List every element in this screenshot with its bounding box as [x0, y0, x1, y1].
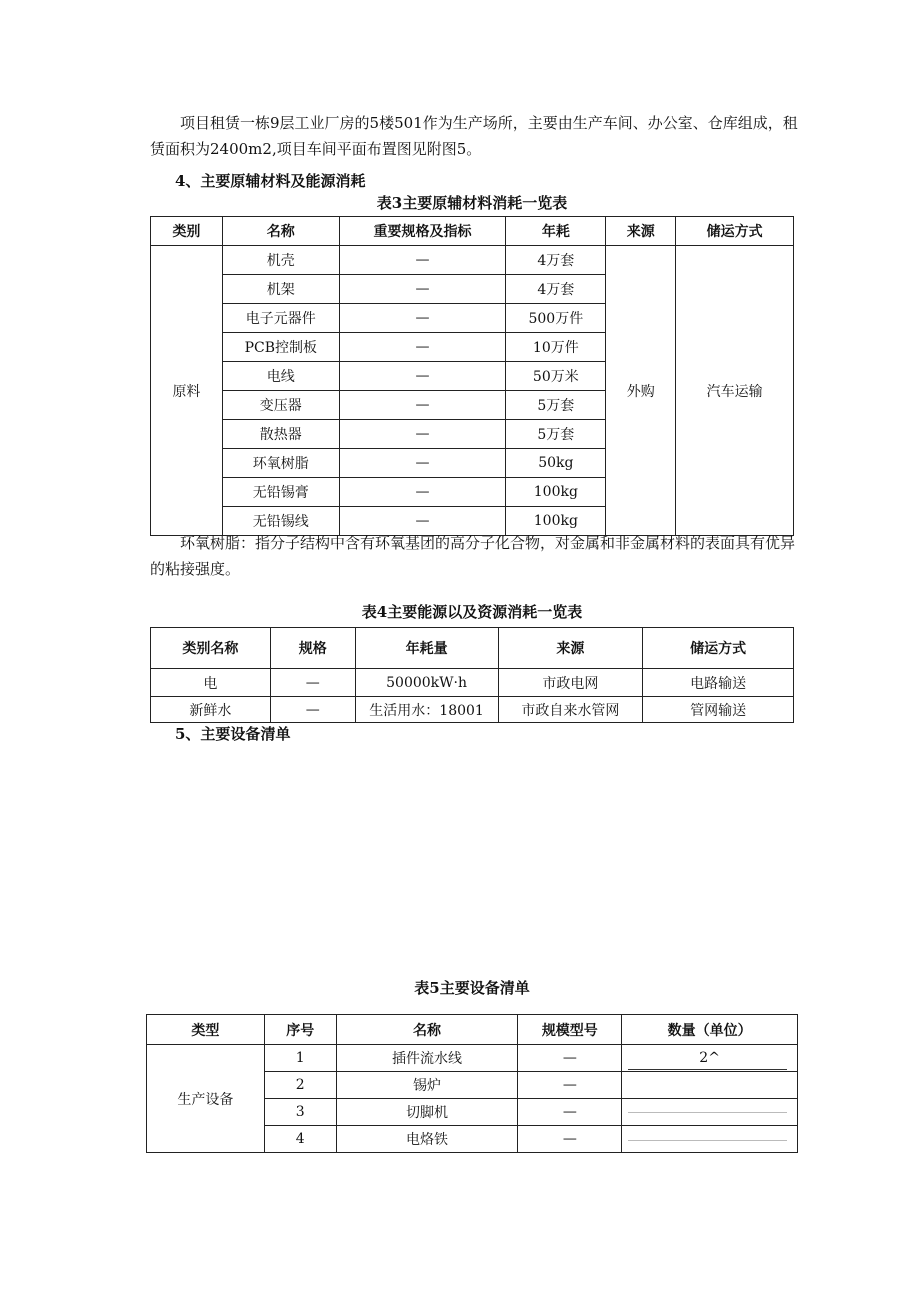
equipment-no: 4 — [264, 1126, 336, 1153]
table-3-caption: 表3主要原辅材料消耗一览表 — [376, 194, 568, 212]
equipment-spec: — — [518, 1045, 622, 1072]
material-annual: 10万件 — [506, 333, 606, 362]
header-spec: 规格 — [270, 628, 355, 669]
equipment-name: 锡炉 — [336, 1072, 518, 1099]
equipment-qty-value: 2^ — [699, 1050, 720, 1066]
table-header-row — [147, 1015, 798, 1045]
energy-annual: 50000kW·h — [355, 669, 498, 697]
equipment-table — [146, 1014, 798, 1153]
energy-transport: 电路输送 — [643, 669, 794, 697]
energy-spec: — — [270, 669, 355, 697]
equipment-qty — [622, 1072, 798, 1099]
header-transport: 储运方式 — [676, 217, 794, 246]
material-name: 环氧树脂 — [222, 449, 339, 478]
equipment-name: 插件流水线 — [336, 1045, 518, 1072]
equipment-spec: — — [518, 1126, 622, 1153]
energy-transport: 管网输送 — [643, 697, 794, 723]
table-row — [147, 1045, 798, 1072]
equipment-qty — [622, 1099, 798, 1126]
material-annual: 100kg — [506, 478, 606, 507]
header-no: 序号 — [264, 1015, 336, 1045]
material-spec: — — [339, 449, 506, 478]
header-annual: 年耗 — [506, 217, 606, 246]
material-spec: — — [339, 507, 506, 536]
equipment-name: 电烙铁 — [336, 1126, 518, 1153]
material-name: 无铅锡膏 — [222, 478, 339, 507]
equipment-category: 生产设备 — [147, 1045, 265, 1153]
equipment-no: 2 — [264, 1072, 336, 1099]
material-spec: — — [339, 304, 506, 333]
header-transport: 储运方式 — [643, 628, 794, 669]
table-4-caption: 表4主要能源以及资源消耗一览表 — [361, 603, 583, 621]
table-row — [151, 669, 794, 697]
header-source: 来源 — [498, 628, 643, 669]
material-name: 无铅锡线 — [222, 507, 339, 536]
transport-cell: 汽车运输 — [676, 246, 794, 536]
source-cell: 外购 — [606, 246, 676, 536]
table-row — [151, 697, 794, 723]
material-annual: 5万套 — [506, 420, 606, 449]
material-name: PCB控制板 — [222, 333, 339, 362]
header-category: 类别 — [151, 217, 223, 246]
material-name: 电线 — [222, 362, 339, 391]
raw-materials-table — [150, 216, 794, 536]
material-name: 散热器 — [222, 420, 339, 449]
material-spec: — — [339, 478, 506, 507]
material-spec: — — [339, 246, 506, 275]
energy-table — [150, 627, 794, 723]
material-name: 电子元器件 — [222, 304, 339, 333]
energy-spec: — — [270, 697, 355, 723]
equipment-qty — [622, 1126, 798, 1153]
header-category-name: 类别名称 — [151, 628, 271, 669]
header-source: 来源 — [606, 217, 676, 246]
section-4-heading: 4、主要原辅材料及能源消耗 — [175, 172, 366, 190]
qty-underline — [628, 1140, 787, 1141]
material-spec: — — [339, 362, 506, 391]
energy-name: 电 — [151, 669, 271, 697]
material-annual: 50万米 — [506, 362, 606, 391]
equipment-qty — [622, 1045, 798, 1072]
material-annual: 100kg — [506, 507, 606, 536]
equipment-spec: — — [518, 1072, 622, 1099]
header-name: 名称 — [336, 1015, 518, 1045]
header-annual: 年耗量 — [355, 628, 498, 669]
material-spec: — — [339, 275, 506, 304]
material-spec: — — [339, 420, 506, 449]
qty-underline — [628, 1112, 787, 1113]
material-annual: 500万件 — [506, 304, 606, 333]
material-spec: — — [339, 391, 506, 420]
energy-name: 新鲜水 — [151, 697, 271, 723]
table-header-row — [151, 217, 794, 246]
material-annual: 5万套 — [506, 391, 606, 420]
header-quantity: 数量（单位） — [622, 1015, 798, 1045]
qty-underline — [628, 1069, 787, 1070]
material-name: 机架 — [222, 275, 339, 304]
energy-source: 市政电网 — [498, 669, 643, 697]
material-annual: 4万套 — [506, 275, 606, 304]
epoxy-note: 环氧树脂：指分子结构中含有环氧基团的高分子化合物，对金属和非金属材料的表面具有优异的粘接强度。 — [150, 534, 796, 578]
equipment-name: 切脚机 — [336, 1099, 518, 1126]
header-name: 名称 — [222, 217, 339, 246]
header-model: 规模型号 — [518, 1015, 622, 1045]
table-header-row — [151, 628, 794, 669]
header-spec: 重要规格及指标 — [339, 217, 506, 246]
material-name: 变压器 — [222, 391, 339, 420]
material-annual: 50kg — [506, 449, 606, 478]
material-spec: — — [339, 333, 506, 362]
equipment-no: 1 — [264, 1045, 336, 1072]
category-cell: 原料 — [151, 246, 223, 536]
material-annual: 4万套 — [506, 246, 606, 275]
equipment-no: 3 — [264, 1099, 336, 1126]
energy-annual: 生活用水：18001 — [355, 697, 498, 723]
table-row — [151, 246, 794, 275]
section-5-heading: 5、主要设备清单 — [175, 725, 291, 743]
equipment-spec: — — [518, 1099, 622, 1126]
material-name: 机壳 — [222, 246, 339, 275]
energy-source: 市政自来水管网 — [498, 697, 643, 723]
intro-paragraph: 项目租赁一栋9层工业厂房的5楼501作为生产场所，主要由生产车间、办公室、仓库组成，租赁面积为2400m2,项目车间平面布置图见附图5。 — [150, 114, 798, 158]
table-5-caption: 表5主要设备清单 — [414, 979, 530, 997]
header-type: 类型 — [147, 1015, 265, 1045]
